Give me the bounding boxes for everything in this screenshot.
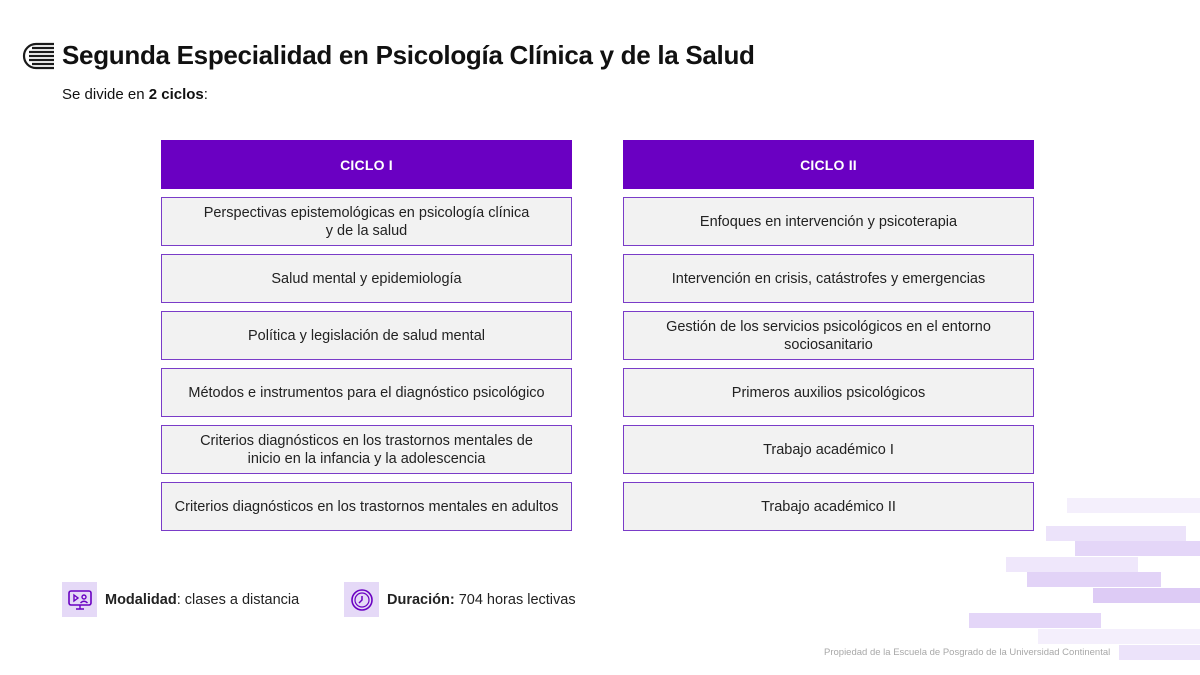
decorative-stripe bbox=[969, 613, 1101, 628]
decorative-stripe bbox=[1027, 572, 1161, 587]
course-line: sociosanitario bbox=[784, 336, 873, 353]
decorative-stripe bbox=[1093, 588, 1200, 603]
course-line: Salud mental y epidemiología bbox=[271, 270, 462, 287]
course-item bbox=[161, 425, 572, 474]
course-line: Trabajo académico II bbox=[761, 498, 896, 515]
page-title bbox=[62, 40, 755, 71]
course-line: Criterios diagnósticos en los trastornos mentales en adultos bbox=[174, 498, 559, 515]
course-line: Política y legislación de salud mental bbox=[248, 327, 485, 344]
course-item bbox=[623, 482, 1034, 531]
decorative-stripe bbox=[1046, 526, 1186, 541]
video-class-icon bbox=[62, 582, 97, 617]
modality-info bbox=[62, 582, 299, 617]
course-item bbox=[161, 482, 572, 531]
course-line: Trabajo académico I bbox=[763, 441, 894, 458]
cycle-1-column bbox=[161, 140, 572, 531]
logo-icon bbox=[22, 42, 56, 70]
course-item bbox=[161, 311, 572, 360]
course-item bbox=[623, 254, 1034, 303]
course-line: Métodos e instrumentos para el diagnóstico psicológico bbox=[188, 384, 545, 401]
cycle-1-header: CICLO I bbox=[161, 140, 572, 189]
modality-value: : clases a distancia bbox=[176, 591, 300, 608]
clock-icon bbox=[344, 582, 379, 617]
decorative-stripe bbox=[1075, 541, 1200, 556]
subtitle-suffix: : bbox=[203, 86, 208, 103]
cycle-2-header: CICLO II bbox=[623, 140, 1034, 189]
course-item bbox=[161, 368, 572, 417]
decorative-stripe bbox=[1006, 557, 1138, 572]
duration-label: Duración: bbox=[387, 591, 455, 608]
course-item bbox=[623, 311, 1034, 360]
course-line: Intervención en crisis, catástrofes y emergencias bbox=[671, 270, 986, 287]
title-bold: Psicología Clínica y de la Salud bbox=[375, 40, 755, 70]
duration-value: 704 horas lectivas bbox=[454, 591, 576, 608]
decorative-stripe bbox=[1038, 629, 1200, 644]
course-item bbox=[623, 368, 1034, 417]
course-item bbox=[623, 197, 1034, 246]
decorative-stripe bbox=[1119, 645, 1200, 660]
subtitle-bold: 2 ciclos bbox=[148, 86, 204, 103]
decorative-stripe bbox=[1067, 498, 1200, 513]
course-item bbox=[161, 254, 572, 303]
course-item bbox=[161, 197, 572, 246]
course-line: inicio en la infancia y la adolescencia bbox=[247, 450, 486, 467]
title-prefix: Segunda Especialidad en bbox=[62, 40, 376, 70]
course-line: Gestión de los servicios psicológicos en el entorno bbox=[666, 318, 991, 335]
course-item bbox=[623, 425, 1034, 474]
course-line: Criterios diagnósticos en los trastornos mentales de bbox=[200, 432, 533, 449]
modality-label: Modalidad bbox=[105, 591, 177, 608]
cycle-2-column bbox=[623, 140, 1034, 531]
footer-copyright: Propiedad de la Escuela de Posgrado de la Universidad Continental bbox=[824, 647, 1111, 658]
subtitle-prefix: Se divide en bbox=[62, 86, 149, 103]
duration-info bbox=[344, 582, 576, 617]
course-line: Primeros auxilios psicológicos bbox=[731, 384, 926, 401]
course-line: Enfoques en intervención y psicoterapia bbox=[699, 213, 958, 230]
course-line: Perspectivas epistemológicas en psicología clínica bbox=[203, 204, 530, 221]
page-subtitle bbox=[62, 86, 208, 103]
course-line: y de la salud bbox=[325, 222, 408, 239]
